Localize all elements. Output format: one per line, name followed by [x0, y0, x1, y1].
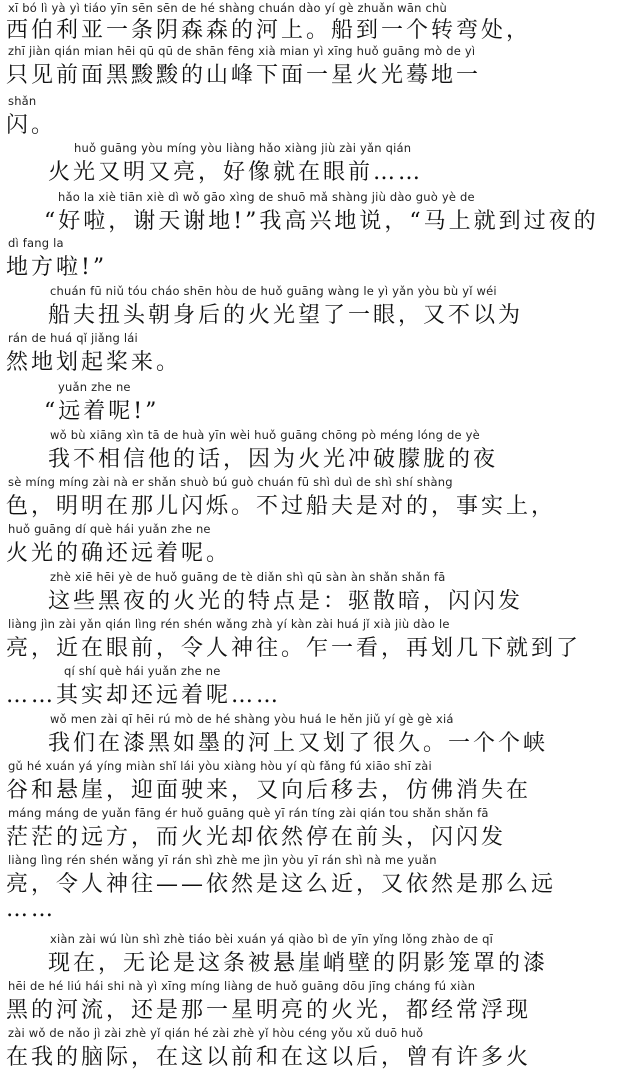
text-line-19: 亮，令人神往——依然是这么近，又依然是那么远	[6, 872, 557, 897]
text-line-14: 亮，近在眼前，令人神往。乍一看，再划几下就到了	[6, 636, 582, 661]
pinyin-line-13: zhè xiē hēi yè de huǒ guāng de tè diǎn shì qū sàn àn shǎn shǎn fā	[50, 570, 446, 584]
pinyin-line-6: dì fang la	[8, 236, 64, 250]
text-line-7: 船夫扭头朝身后的火光望了一眼，又不以为	[48, 303, 524, 328]
text-line-8: 然地划起桨来。	[6, 350, 182, 375]
text-line-21: 现在，无论是这条被悬崖峭壁的阴影笼罩的漆	[48, 951, 549, 976]
text-line-10: 我不相信他的话，因为火光冲破朦胧的夜	[48, 447, 499, 472]
text-line-12: 火光的确还远着呢。	[6, 541, 232, 566]
pinyin-line-2: zhī jiàn qián mian hēi qū qū de shān fēng xià mian yì xīng huǒ guāng mò de yì	[8, 44, 476, 58]
pinyin-line-8: rán de huá qǐ jiǎng lái	[8, 331, 138, 345]
pinyin-line-17: gǔ hé xuán yá yíng miàn shǐ lái yòu xiàng hòu yí qù fǎng fú xiāo shī zài	[8, 759, 432, 773]
pinyin-line-21: xiàn zài wú lùn shì zhè tiáo bèi xuán yá qiào bì de yīn yǐng lǒng zhào de qī	[50, 932, 494, 946]
pinyin-line-1: xī bó lì yà yì tiáo yīn sēn sēn de hé shàng chuán dào yí gè zhuǎn wān chù	[8, 1, 448, 15]
text-line-13: 这些黑夜的火光的特点是：驱散暗，闪闪发	[48, 589, 524, 614]
text-line-9: “远着呢!”	[44, 399, 160, 424]
pinyin-line-19: liàng lìng rén shén wǎng yī rán shì zhè me jìn yòu yī rán shì nà me yuǎn	[8, 853, 437, 867]
text-line-22: 黑的河流，还是那一星明亮的火光，都经常浮现	[6, 998, 532, 1023]
pinyin-line-5: hǎo la xiè tiān xiè dì wǒ gāo xìng de shuō mǎ shàng jiù dào guò yè de	[58, 190, 475, 204]
pinyin-line-16: wǒ men zài qī hēi rú mò de hé shàng yòu huá le hěn jiǔ yí gè gè xiá	[50, 712, 454, 726]
pinyin-line-9: yuǎn zhe ne	[58, 380, 131, 394]
text-line-3: 闪。	[6, 113, 57, 138]
pinyin-line-15: qí shí què hái yuǎn zhe ne	[64, 664, 221, 678]
text-line-17: 谷和悬崖，迎面驶来，又向后移去，仿佛消失在	[6, 778, 532, 803]
pinyin-line-3: shǎn	[8, 94, 37, 108]
text-line-11: 色，明明在那儿闪烁。不过船夫是对的，事实上，	[6, 494, 557, 519]
pinyin-line-22: hēi de hé liú hái shi nà yì xīng míng liàng de huǒ guāng dōu jīng cháng fú xiàn	[8, 979, 476, 993]
text-line-4: 火光又明又亮，好像就在眼前……	[48, 160, 424, 185]
pinyin-line-14: liàng jìn zài yǎn qián lìng rén shén wǎng zhà yí kàn zài huá jǐ xià jiù dào le	[8, 617, 450, 631]
text-line-5: “好啦，谢天谢地!”我高兴地说，“马上就到过夜的	[44, 209, 599, 234]
pinyin-line-11: sè míng míng zài nà er shǎn shuò bú guò chuán fū shì duì de shì shí shàng	[8, 475, 453, 489]
pinyin-line-18: máng máng de yuǎn fāng ér huǒ guāng què yī rán tíng zài qián tou shǎn shǎn fā	[8, 806, 489, 820]
pinyin-line-4: huǒ guāng yòu míng yòu liàng hǎo xiàng jiù zài yǎn qián	[74, 141, 412, 155]
text-line-23: 在我的脑际，在这以前和在这以后，曾有许多火	[6, 1045, 532, 1070]
pinyin-line-10: wǒ bù xiāng xìn tā de huà yīn wèi huǒ guāng chōng pò méng lóng de yè	[50, 428, 480, 442]
pinyin-line-23: zài wǒ de nǎo jì zài zhè yǐ qián hé zài zhè yǐ hòu céng yǒu xǔ duō huǒ	[8, 1026, 424, 1040]
text-line-15: ……其实却还远着呢……	[6, 683, 282, 708]
text-line-1: 西伯利亚一条阴森森的河上。船到一个转弯处，	[6, 18, 532, 43]
text-line-16: 我们在漆黑如墨的河上又划了很久。一个个峡	[48, 731, 549, 756]
pinyin-line-12: huǒ guāng dí què hái yuǎn zhe ne	[8, 522, 211, 536]
pinyin-line-7: chuán fū niǔ tóu cháo shēn hòu de huǒ guāng wàng le yì yǎn yòu bù yǐ wéi	[50, 284, 497, 298]
text-line-20: ……	[6, 897, 56, 922]
text-line-18: 茫茫的远方，而火光却依然停在前头，闪闪发	[6, 825, 507, 850]
text-line-2: 只见前面黑黢黢的山峰下面一星火光蓦地一	[6, 63, 482, 88]
text-line-6: 地方啦!”	[6, 255, 108, 280]
